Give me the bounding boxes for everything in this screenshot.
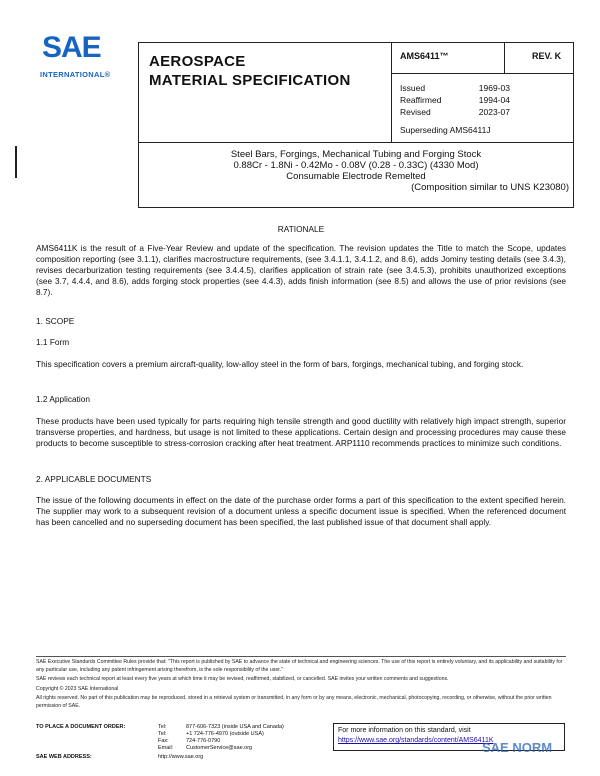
rationale-heading: RATIONALE [277,224,325,234]
section-2-heading: 2. APPLICABLE DOCUMENTS [36,474,152,484]
date-label: Revised [400,107,431,117]
date-value: 1994-04 [478,95,510,105]
watermark-logo: SAE NORM [482,740,553,755]
section-1-1-text: This specification covers a premium aircraft-quality, low-alloy steel in the form of bars, forgings, mechanical tubing, and forging stock. [36,359,524,369]
order-label: TO PLACE A DOCUMENT ORDER: [36,724,126,730]
sae-logo: SAE [42,31,101,64]
email-label: Email: [158,745,174,751]
subject-line3: Consumable Electrode Remelted [286,171,426,182]
subject-line2: 0.88Cr - 1.8Ni - 0.42Mo - 0.08V (0.28 - 0.33C) (4330 Mod) [233,160,479,171]
date-label: Reaffirmed [400,95,442,105]
footer-review: SAE reviews each technical report at least every five years at which time it may be revised, reaffirmed, stabilized, or cancelled. SAE invites your written comments and suggestions. [36,676,449,682]
subject-line1: Steel Bars, Forgings, Mechanical Tubing and Forging Stock [230,149,482,160]
date-row-revised [400,106,510,118]
tel2-value: +1 724-776-4970 (outside USA) [186,731,264,737]
footer-rules: SAE Executive Standards Committee Rules provide that: "This report is published by SAE to advance the state of technical and engineering sciences. The use of this report is entirely voluntary, and its applicability and suitability for any particular use, including any patent infringement arising therefrom, is the sole responsibility of the user." [36,659,563,673]
section-1-1-heading: 1.1 Form [36,337,70,347]
date-label: Issued [400,83,426,93]
doc-type-line2: MATERIAL SPECIFICATION [149,72,351,89]
tel-value: 877-606-7323 (inside USA and Canada) [186,724,284,730]
rationale-text: AMS6411K is the result of a Five-Year Review and update of the specification. The revision updates the Title to match the Scope, updates composition reporting (see 3.1.1), clarifies macrostructure requirements, (see 3.4.1.1, 3.4.1.2, and 8.6), adds Jominy testing details (see 3.4.3), revises decarburization testing requirements (see 3.4.4.5), clarifies application of strain rate (see 3.4.5.3), prohibits unauthorized exceptions (see 3.7, 4.4.4, and 8.6), adds forging stock properties (see 4.4.3), adds finish information (see 8.5) and allows the use of prior revisions (see 8.7). [36,243,566,297]
tel2-label: Tel: [158,731,167,737]
email-link[interactable]: CustomerService@sae.org [186,745,253,751]
subject-box [138,141,574,208]
date-row-issued [400,82,510,94]
standard-link[interactable]: https://www.sae.org/standards/content/AMS6411K [338,737,494,744]
web-label: SAE WEB ADDRESS: [36,754,92,760]
footer-copyright: Copyright © 2023 SAE International [36,685,119,692]
section-1-2-heading: 1.2 Application [36,394,90,404]
section-1-heading: 1. SCOPE [36,316,75,326]
subject-line4: (Composition similar to UNS K23080) [411,182,569,193]
doc-type-line1: AEROSPACE [149,53,246,70]
footer-legal [36,656,566,710]
more-info-text: For more information on this standard, visit [338,727,471,734]
section-1-2-text: These products have been used typically for parts requiring high tensile strength and good ductility with relatively high impact strength, superior transverse properties, and hardness, but usage is not limited to these applications. Certain design and processing procedures may cause these products to become susceptible to stress-corrosion cracking after heat treatment. ARP1110 recommends practices to minimize such conditions. [36,416,566,448]
header-box [138,42,574,143]
date-row-reaffirmed [400,94,510,106]
date-value: 1969-03 [478,83,510,93]
fax-label: Fax: [158,738,169,744]
tel-label: Tel: [158,724,167,730]
date-value: 2023-07 [478,107,510,117]
web-link[interactable]: http://www.sae.org [158,754,204,760]
revision-label: REV. K [532,51,562,61]
sae-logo-subtitle: INTERNATIONAL® [40,70,111,79]
section-2-text: The issue of the following documents in effect on the date of the purchase order forms a part of this specification to the extent specified herein. The supplier may work to a subsequent revision of a document unless a specific document issue is specified. When the referenced document has been cancelled and no superseding document has been specified, the last published issue of that document shall apply. [36,495,566,527]
footer-rights: All rights reserved. No part of this publication may be reproduced, stored in a retrieval system or transmitted, in any form or by any means, electronic, mechanical, photocopying, recording, or otherwise, without the prior written permission of SAE. [36,695,552,709]
superseding-note: Superseding AMS6411J [400,125,491,135]
date-list [400,82,510,118]
fax-value: 724-776-0790 [186,738,221,744]
document-number: AMS6411™ [400,51,449,61]
change-bar [15,146,17,178]
